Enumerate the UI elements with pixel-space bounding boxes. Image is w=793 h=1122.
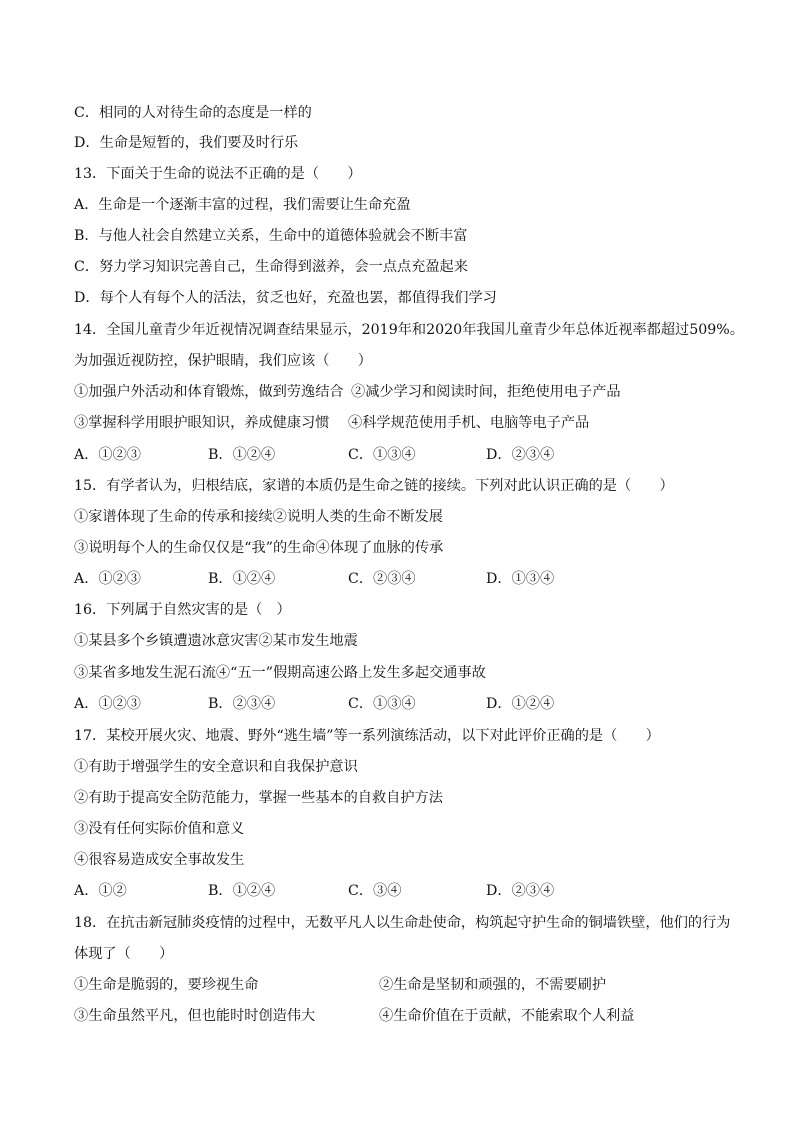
q12-option-c: C．相同的人对待生命的态度是一样的 bbox=[74, 105, 312, 121]
q15-choice-d[interactable]: D．①③④ bbox=[486, 571, 555, 587]
q16-choice-b[interactable]: B．②③④ bbox=[208, 696, 276, 712]
q14-stem-line-1: 14．全国儿童青少年近视情况调查结果显示，2019年和2020年我国儿童青少年总体近视率都超过509%。 bbox=[74, 322, 744, 338]
q18-item-4: ④生命价值在于贡献，不能索取个人利益 bbox=[379, 1008, 635, 1024]
q14-choice-b[interactable]: B．①②④ bbox=[208, 447, 276, 463]
q17-stem: 17．某校开展火灾、地震、野外“逃生墙”等一系列演练活动，以下对此评价正确的是（ ） bbox=[74, 728, 660, 744]
q13-option-c: C．努力学习知识完善自己，生命得到滋养，会一点点充盈起来 bbox=[74, 259, 468, 275]
q16-stem: 16．下列属于自然灾害的是（ ） bbox=[74, 602, 291, 618]
q14-choice-c[interactable]: C．①③④ bbox=[348, 447, 416, 463]
q16-items-row-2: ③某省多地发生泥石流④“五一”假期高速公路上发生多起交通事故 bbox=[74, 665, 486, 681]
q14-item-1: ①加强户外活动和体育锻炼，做到劳逸结合 bbox=[74, 384, 344, 400]
q16-choice-a[interactable]: A．①②③ bbox=[74, 696, 141, 712]
q13-option-a: A．生命是一个逐渐丰富的过程，我们需要让生命充盈 bbox=[74, 197, 411, 213]
q18-stem-line-1: 18．在抗击新冠肺炎疫情的过程中，无数平凡人以生命赴使命，构筑起守护生命的铜墙铁壁，他们的行为 bbox=[74, 915, 731, 931]
q15-choice-a[interactable]: A．①②③ bbox=[74, 571, 141, 587]
q14-choice-a[interactable]: A．①②③ bbox=[74, 447, 141, 463]
q14-item-3: ③掌握科学用眼护眼知识，养成健康习惯 bbox=[74, 415, 330, 431]
q16-choice-c[interactable]: C．①③④ bbox=[348, 696, 416, 712]
q13-option-b: B．与他人社会自然建立关系，生命中的道德体验就会不断丰富 bbox=[74, 228, 468, 244]
q15-stem: 15．有学者认为，归根结底，家谱的本质仍是生命之链的接续。下列对此认识正确的是（ ） bbox=[74, 478, 674, 494]
q18-stem-line-2: 体现了（ ） bbox=[74, 946, 174, 962]
q17-item-1: ①有助于增强学生的安全意识和自我保护意识 bbox=[74, 759, 358, 775]
q17-item-4: ④很容易造成安全事故发生 bbox=[74, 852, 245, 868]
q15-choice-b[interactable]: B．①②④ bbox=[208, 571, 276, 587]
q15-choice-c[interactable]: C．②③④ bbox=[348, 571, 416, 587]
q17-choice-b[interactable]: B．①②④ bbox=[208, 883, 276, 899]
q13-option-d: D．每个人有每个人的活法，贫乏也好，充盈也罢，都值得我们学习 bbox=[74, 290, 497, 306]
q14-choice-d[interactable]: D．②③④ bbox=[486, 447, 555, 463]
q17-choice-d[interactable]: D．②③④ bbox=[486, 883, 555, 899]
q14-stem-line-2: 为加强近视防控，保护眼睛，我们应该（ ） bbox=[74, 353, 372, 369]
q16-choice-d[interactable]: D．①②④ bbox=[486, 696, 555, 712]
q17-choice-c[interactable]: C．③④ bbox=[348, 883, 402, 899]
q12-option-d: D．生命是短暂的，我们要及时行乐 bbox=[74, 135, 299, 151]
q16-items-row-1: ①某县多个乡镇遭遗冰意灾害②某市发生地震 bbox=[74, 633, 358, 649]
q14-item-2: ②减少学习和阅读时间，拒绝使用电子产品 bbox=[351, 384, 621, 400]
q18-item-1: ①生命是脆弱的，要珍视生命 bbox=[74, 977, 259, 993]
q13-stem: 13．下面关于生命的说法不正确的是（ ） bbox=[74, 166, 362, 182]
q17-choice-a[interactable]: A．①② bbox=[74, 883, 127, 899]
q17-item-3: ③没有任何实际价值和意义 bbox=[74, 821, 245, 837]
q14-item-4: ④科学规范使用手机、电脑等电子产品 bbox=[348, 415, 590, 431]
q15-items-row-1: ①家谱体现了生命的传承和接续②说明人类的生命不断发展 bbox=[74, 509, 443, 525]
q18-item-3: ③生命虽然平凡，但也能时时创造伟大 bbox=[74, 1008, 316, 1024]
q17-item-2: ②有助于提高安全防范能力，掌握一些基本的自救自护方法 bbox=[74, 790, 443, 806]
q15-items-row-2: ③说明每个人的生命仅仅是“我”的生命④体现了血脉的传承 bbox=[74, 540, 444, 556]
q18-item-2: ②生命是坚韧和顽强的，不需要刷护 bbox=[379, 977, 607, 993]
